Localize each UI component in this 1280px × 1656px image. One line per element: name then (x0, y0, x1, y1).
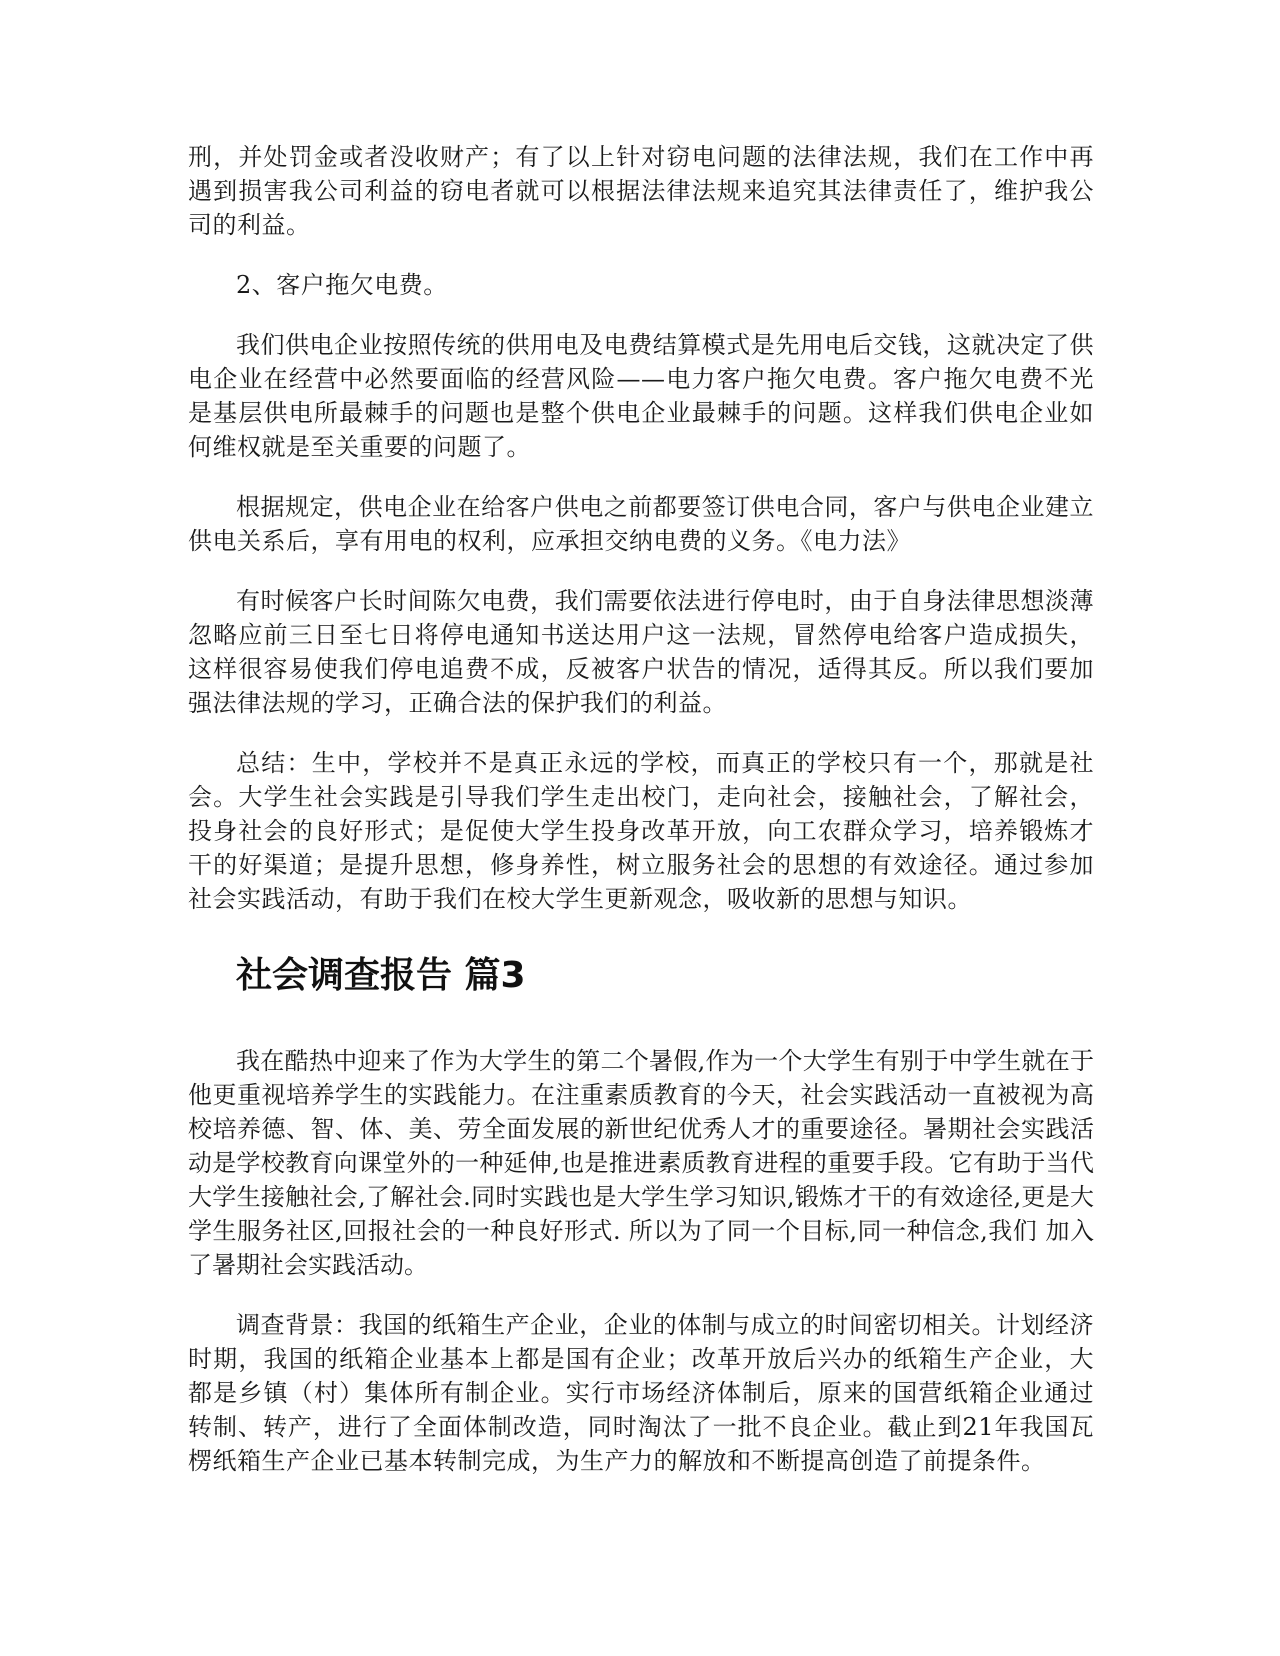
paragraph-summer-practice: 我在酷热中迎来了作为大学生的第二个暑假,作为一个大学生有别于中学生就在于他更重视培养学生的实践能力。在注重素质教育的今天，社会实践活动一直被视为高校培养德、智、体、美、劳全面发展的新世纪优秀人才的重要途径。暑期社会实践活动是学校教育向课堂外的一种延伸,也是推进素质教育进程的重要手段。它有助于当代大学生接触社会,了解社会.同时实践也是大学生学习知识,锻炼才干的有效途径,更是大学生服务社区,回报社会的一种良好形式. 所以为了同一个目标,同一种信念,我们 加入了暑期社会实践活动。 (188, 1047, 1094, 1279)
paragraph-settlement-risk: 我们供电企业按照传统的供用电及电费结算模式是先用电后交钱，这就决定了供电企业在经营中必然要面临的经营风险——电力客户拖欠电费。客户拖欠电费不光是基层供电所最棘手的问题也是整个供电企业最棘手的问题。这样我们供电企业如何维权就是至关重要的问题了。 (188, 331, 1094, 461)
paragraph-supply-contract: 根据规定，供电企业在给客户供电之前都要签订供电合同，客户与供电企业建立供电关系后，享有用电的权利，应承担交纳电费的义务。《电力法》 (188, 493, 1094, 555)
paragraph-summary: 总结：生中，学校并不是真正永远的学校，而真正的学校只有一个，那就是社会。大学生社会实践是引导我们学生走出校门，走向社会，接触社会，了解社会，投身社会的良好形式；是促使大学生投身改革开放，向工农群众学习，培养锻炼才干的好渠道；是提升思想，修身养性，树立服务社会的思想的有效途径。通过参加社会实践活动，有助于我们在校大学生更新观念，吸收新的思想与知识。 (188, 749, 1094, 913)
paragraph-survey-background: 调查背景：我国的纸箱生产企业，企业的体制与成立的时间密切相关。计划经济时期，我国的纸箱企业基本上都是国有企业；改革开放后兴办的纸箱生产企业，大都是乡镇（村）集体所有制企业。实行市场经济体制后，原来的国营纸箱企业通过转制、转产，进行了全面体制改造，同时淘汰了一批不良企业。截止到21年我国瓦楞纸箱生产企业已基本转制完成，为生产力的解放和不断提高创造了前提条件。 (188, 1311, 1094, 1475)
paragraph-power-cut-notice: 有时候客户长时间陈欠电费，我们需要依法进行停电时，由于自身法律思想淡薄忽略应前三日至七日将停电通知书送达用户这一法规，冒然停电给客户造成损失，这样很容易使我们停电追费不成，反被客户状告的情况，适得其反。所以我们要加强法律法规的学习，正确合法的保护我们的利益。 (188, 587, 1094, 717)
paragraph-penalty-continuation: 刑，并处罚金或者没收财产；有了以上针对窃电问题的法律法规，我们在工作中再遇到损害我公司利益的窃电者就可以根据法律法规来追究其法律责任了，维护我公司的利益。 (188, 143, 1094, 239)
document-body (188, 140, 1094, 1478)
section-heading: 社会调查报告 篇3 (236, 955, 526, 996)
subheading-unpaid-fees: 2、客户拖欠电费。 (236, 271, 448, 299)
